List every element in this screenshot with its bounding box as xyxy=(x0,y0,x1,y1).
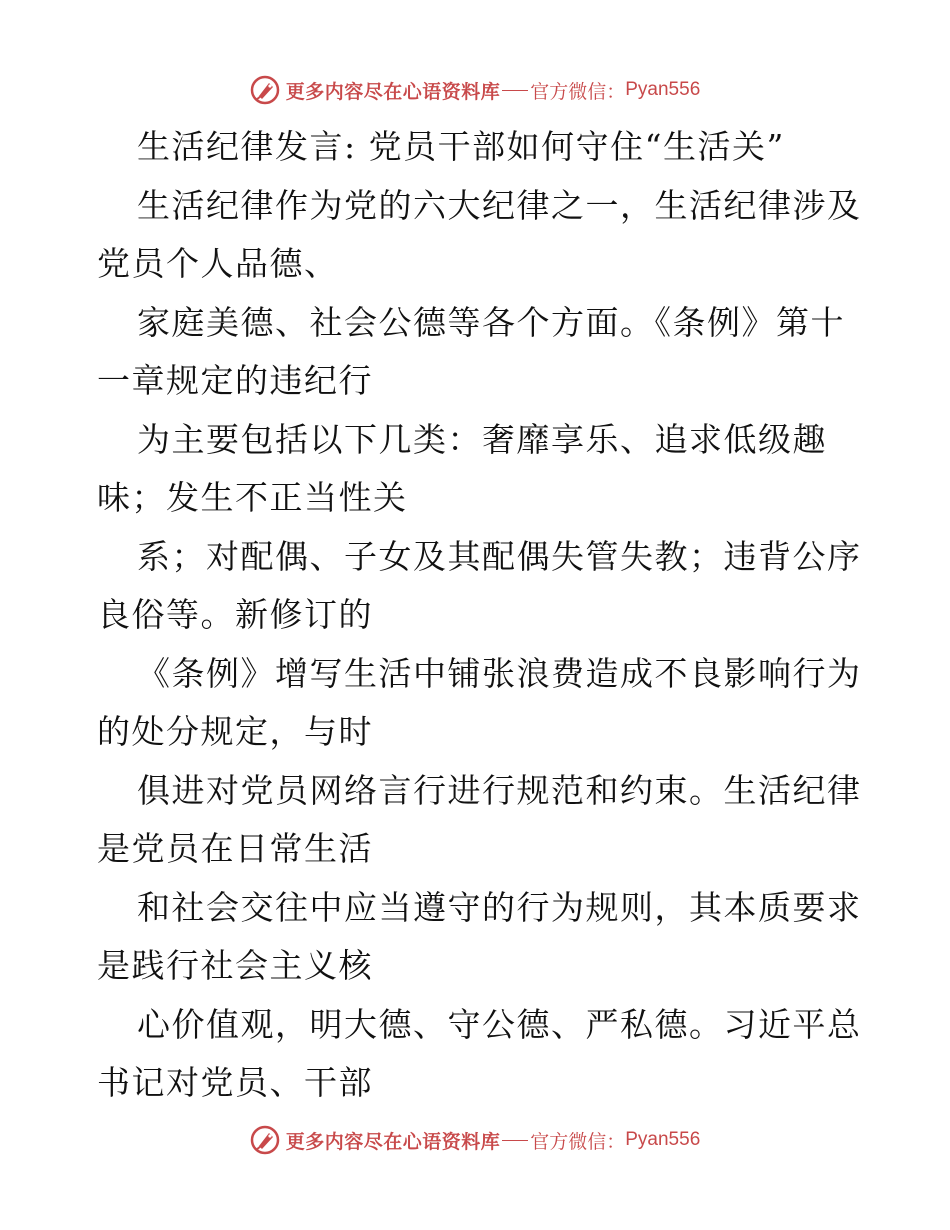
banner-dash xyxy=(502,1140,528,1141)
text-line: 味；发生不正当性关 xyxy=(97,478,408,517)
text-line: 的处分规定，与时 xyxy=(97,712,373,751)
pen-nib-logo-icon xyxy=(250,75,280,105)
text-line: 家庭美德、社会公德等各个方面。《条例》第十 xyxy=(137,302,845,342)
document-body xyxy=(97,118,862,1113)
banner-wechat-label: 官方微信： xyxy=(530,80,626,103)
text-line: 和社会交往中应当遵守的行为规则，其本质要求 xyxy=(137,887,862,927)
text-line: 是党员在日常生活 xyxy=(97,829,373,868)
banner-wechat-account: Pyan556 xyxy=(625,1129,701,1150)
text-line: 俱进对党员网络言行进行规范和约束。生活纪律 xyxy=(137,770,862,810)
text-line: 是践行社会主义核 xyxy=(97,946,373,985)
text-line: 系；对配偶、子女及其配偶失管失教；违背公序 xyxy=(137,536,862,576)
pen-nib-logo-icon xyxy=(250,1125,280,1155)
text-line: 心价值观，明大德、守公德、严私德。习近平总 xyxy=(137,1004,862,1044)
text-line: 良俗等。新修订的 xyxy=(97,595,373,634)
text-line: 生活纪律发言: 党员干部如何守住“生活关” xyxy=(137,127,785,166)
banner-wechat-account: Pyan556 xyxy=(625,79,701,100)
header-watermark-banner xyxy=(0,70,950,110)
banner-wechat-label: 官方微信： xyxy=(530,1130,626,1153)
text-line: 一章规定的违纪行 xyxy=(97,361,373,400)
banner-brand-text: 更多内容尽在心语资料库 xyxy=(285,80,501,103)
text-line: 为主要包括以下几类：奢靡享乐、追求低级趣 xyxy=(137,419,827,459)
banner-brand-text: 更多内容尽在心语资料库 xyxy=(285,1130,501,1153)
text-line: 生活纪律作为党的六大纪律之一，生活纪律涉及 xyxy=(137,185,862,225)
banner-dash xyxy=(502,90,528,91)
text-line: 党员个人品德、 xyxy=(97,244,339,283)
text-line: 《条例》增写生活中铺张浪费造成不良影响行为 xyxy=(137,653,862,693)
text-line: 书记对党员、干部 xyxy=(97,1063,373,1102)
footer-watermark-banner xyxy=(0,1120,950,1160)
